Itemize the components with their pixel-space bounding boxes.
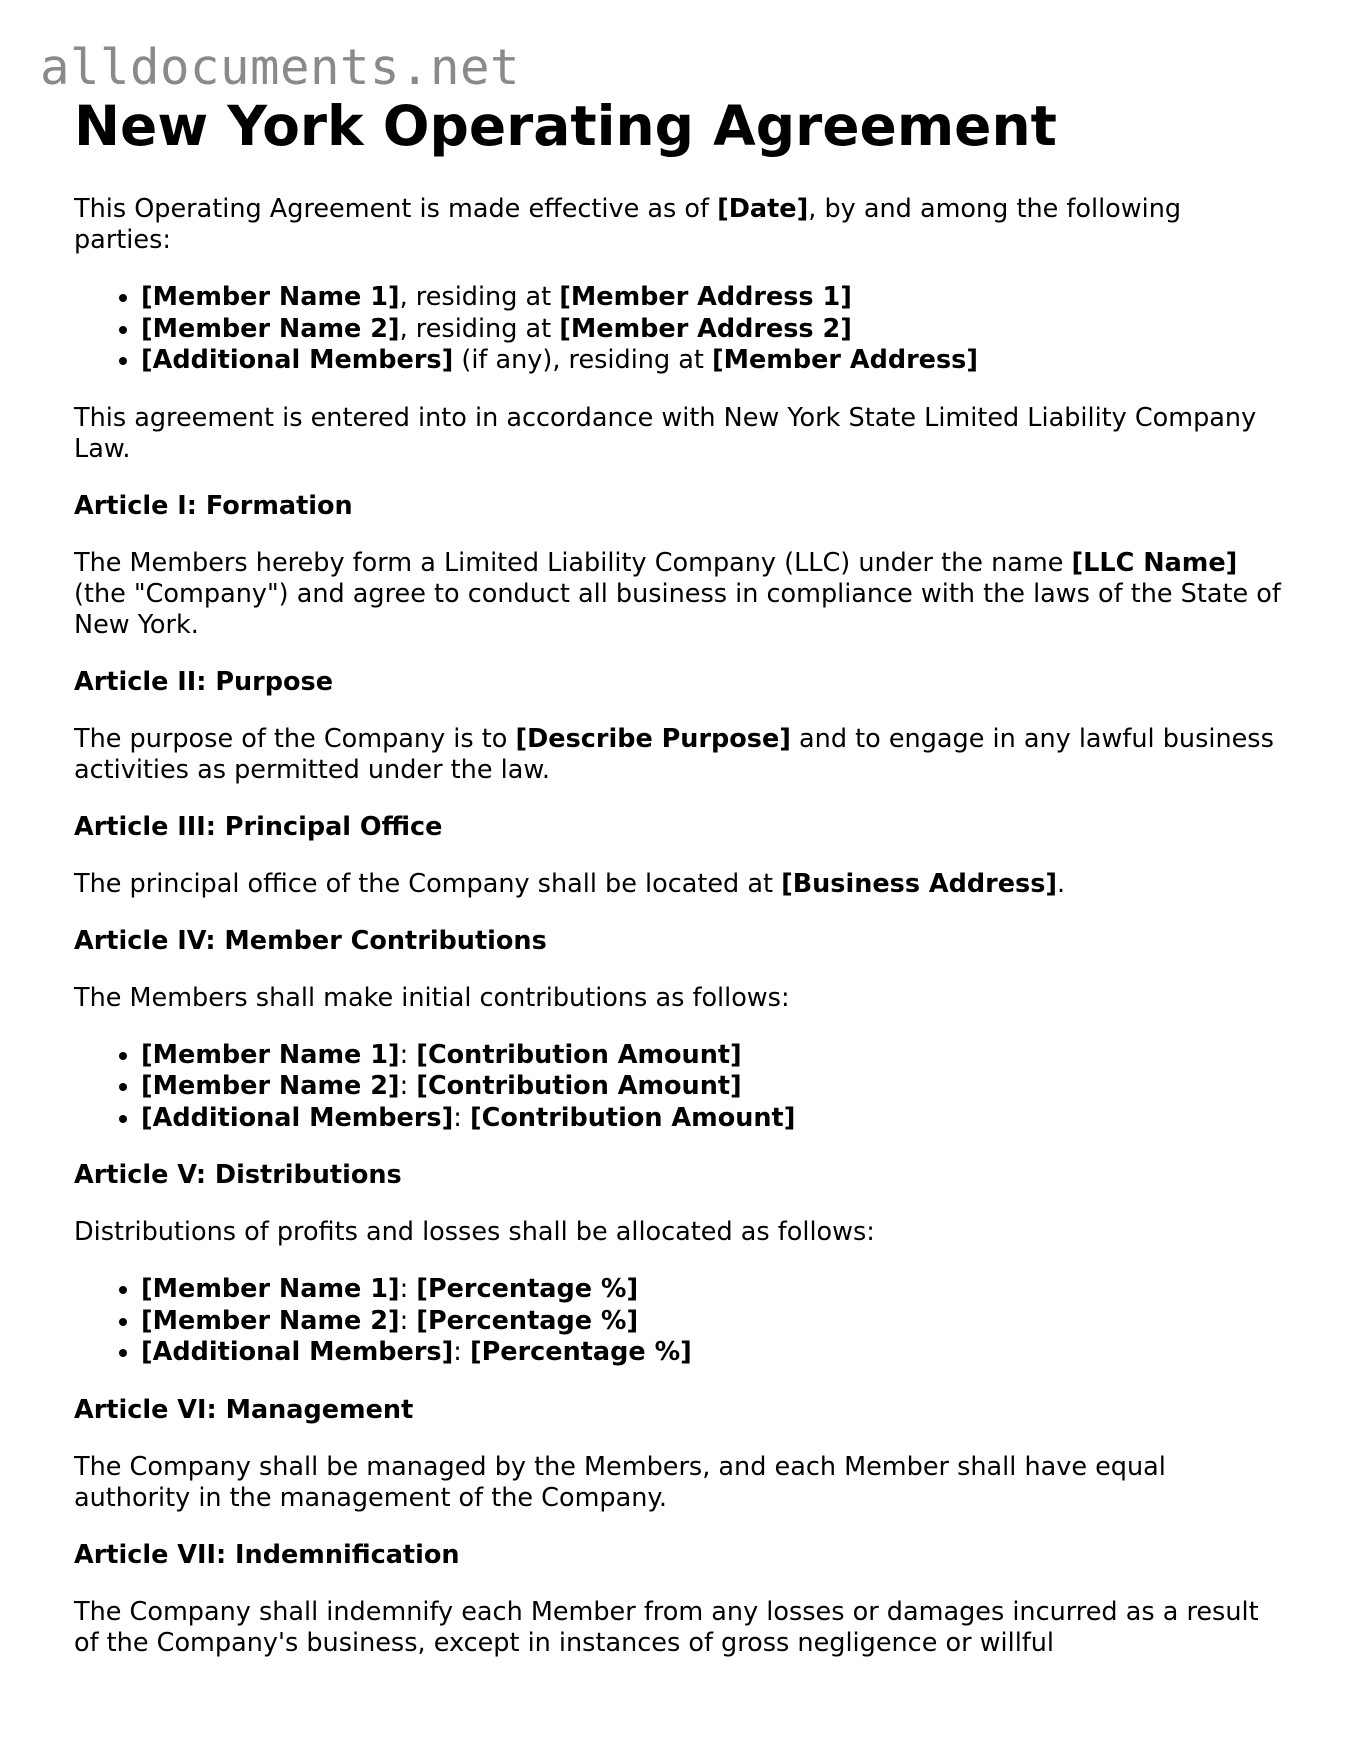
article-6-text: The Company shall be managed by the Members, and each Member shall have equal authority in the management of the Company. — [74, 1451, 1166, 1513]
contribution-amount: [Contribution Amount] — [469, 1102, 796, 1133]
article-5-text: Distributions of profits and losses shall be allocated as follows: — [74, 1217, 875, 1247]
distribution-percentage: [Percentage %] — [416, 1305, 639, 1336]
article-2-text-2: and to engage in any lawful business activities as permitted under the law. — [74, 723, 1274, 785]
list-item — [141, 1337, 1284, 1369]
party-address: [Member Address] — [711, 345, 978, 375]
party-address: [Member Address 1] — [559, 282, 852, 312]
list-item — [141, 314, 1284, 346]
list-item — [141, 282, 1284, 314]
list-item — [141, 1071, 1284, 1103]
article-1-text-1: The Members hereby form a Limited Liability Company (LLC) under the name — [74, 547, 1072, 578]
law-statement: This agreement is entered into in accordance with New York State Limited Liability Company Law. — [74, 402, 1257, 464]
document-body — [74, 92, 1284, 1659]
article-2-text — [74, 724, 1284, 786]
contribution-amount: [Contribution Amount] — [416, 1071, 742, 1101]
intro-text-1: This Operating Agreement is made effective as of — [74, 194, 718, 224]
article-7-text: The Company shall indemnify each Member from any losses or damages incurred as a result of the Company's business, except in instances of gross negligence or willful — [74, 1596, 1259, 1658]
party-address: [Member Address 2] — [559, 313, 852, 344]
article-1-text — [74, 548, 1284, 641]
contribution-sep: : — [399, 1071, 417, 1101]
article-3-heading: Article III: Principal Office — [74, 811, 443, 842]
article-3-text-1: The principal office of the Company shall be located at — [74, 868, 782, 899]
article-4-text: The Members shall make initial contributions as follows: — [74, 982, 790, 1013]
article-4-heading: Article IV: Member Contributions — [74, 925, 547, 956]
article-2-heading: Article II: Purpose — [74, 666, 333, 697]
party-mid-text: , residing at — [399, 282, 560, 312]
party-mid-text: , residing at — [399, 313, 560, 344]
intro-paragraph — [74, 194, 1284, 256]
llc-name-placeholder: [LLC Name] — [1071, 547, 1238, 578]
distribution-percentage: [Percentage %] — [469, 1337, 692, 1367]
party-name: [Additional Members] — [141, 345, 454, 375]
list-item — [141, 345, 1284, 377]
list-item — [141, 1274, 1284, 1306]
article-3-text — [74, 869, 1284, 900]
party-name: [Member Name 2] — [141, 313, 400, 344]
distribution-sep: : — [453, 1337, 470, 1367]
article-1-text-2: (the "Company") and agree to conduct all business in compliance with the laws of the State of New York. — [74, 578, 1281, 640]
intro-text-2: , by and among the following parties: — [74, 194, 1182, 255]
distribution-member: [Additional Members] — [141, 1337, 454, 1367]
distributions-list — [74, 1274, 1284, 1369]
contribution-amount: [Contribution Amount] — [416, 1039, 742, 1070]
distribution-sep: : — [399, 1305, 417, 1336]
contribution-sep: : — [399, 1039, 417, 1070]
article-5-heading: Article V: Distributions — [74, 1160, 402, 1190]
article-1-heading: Article I: Formation — [74, 490, 353, 521]
article-2-text-1: The purpose of the Company is to — [74, 723, 516, 754]
contribution-member: [Additional Members] — [141, 1102, 454, 1133]
article-6-heading: Article VI: Management — [74, 1394, 414, 1425]
watermark-text: alldocuments.net — [40, 39, 521, 96]
parties-list — [74, 282, 1284, 377]
distribution-sep: : — [399, 1274, 417, 1304]
purpose-placeholder: [Describe Purpose] — [515, 723, 791, 754]
contribution-member: [Member Name 1] — [141, 1039, 400, 1070]
business-address-placeholder: [Business Address] — [781, 868, 1058, 899]
list-item — [141, 1306, 1284, 1338]
contribution-member: [Member Name 2] — [141, 1071, 400, 1101]
party-mid-text: (if any), residing at — [453, 345, 712, 375]
contributions-list — [74, 1040, 1284, 1135]
distribution-percentage: [Percentage %] — [416, 1274, 639, 1304]
party-name: [Member Name 1] — [141, 282, 400, 312]
list-item — [141, 1103, 1284, 1135]
page-title: New York Operating Agreement — [74, 94, 1057, 158]
article-3-text-2: . — [1057, 868, 1066, 899]
distribution-member: [Member Name 2] — [141, 1305, 400, 1336]
list-item — [141, 1040, 1284, 1072]
distribution-member: [Member Name 1] — [141, 1274, 400, 1304]
contribution-sep: : — [453, 1102, 470, 1133]
intro-date-placeholder: [Date] — [717, 194, 809, 224]
article-7-heading: Article VII: Indemnification — [74, 1539, 460, 1570]
